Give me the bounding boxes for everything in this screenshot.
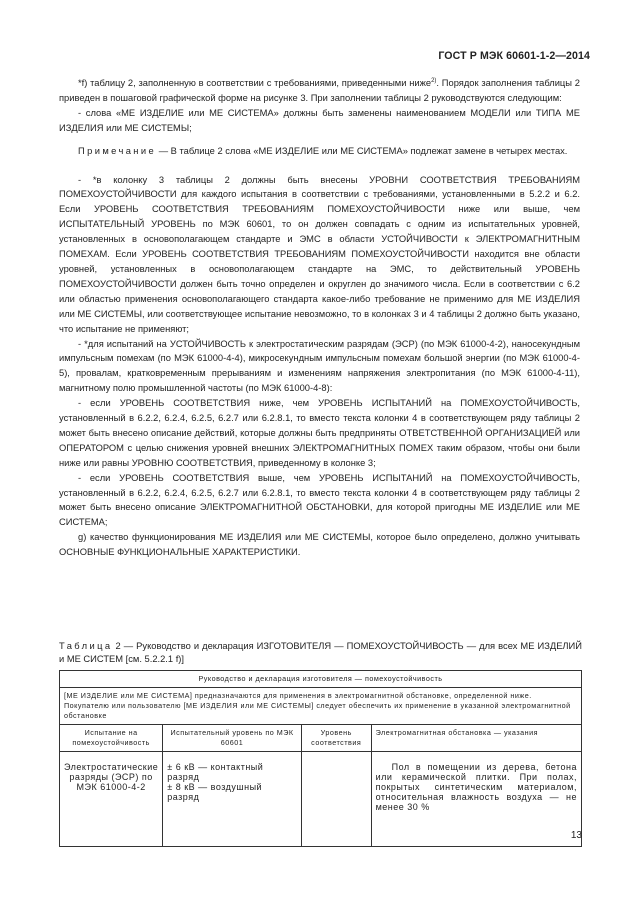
paragraph-lower-level: - если УРОВЕНЬ СООТВЕТСТВИЯ ниже, чем УРОВЕНЬ ИСПЫТАНИЙ на ПОМЕХОУСТОЙЧИВОСТЬ, установленный в 6.2.2, 6.2.4, 6.2.5, 6.2.7 или 6.2.8.1, то вместо текста колонки 4 в соответствующем ряду таблицы 2 может быть внесено описание действий, которые должны быть предприняты ОТВЕТСТВЕННОЙ ОРГАНИЗАЦИЕЙ или ОПЕРАТОРОМ с целью снижения уровней внешних ЭЛЕКТРОМАГНИТНЫХ ПОМЕХ таким образом, чтобы они были ниже или равны УРОВНЮ СООТВЕТСТВИЯ, приведенному в колонке 3; [59,398,580,468]
table-row [60,752,582,847]
table-2 [59,670,582,847]
page-number: 13 [570,830,582,841]
cell-compliance [301,752,371,847]
paragraph-g: g) качество функционирования МЕ ИЗДЕЛИЯ или МЕ СИСТЕМЫ, которое было определено, должно учитывать ОСНОВНЫЕ ФУНКЦИОНАЛЬНЫЕ ХАРАКТЕРИСТИКИ. [59,532,580,558]
table-header-test: Испытание на помехоустойчивость [60,725,163,752]
footnote-ref[interactable]: 2) [431,77,437,84]
paragraph-column3: - *в колонку 3 таблицы 2 должны быть внесены УРОВНИ СООТВЕТСТВИЯ ТРЕБОВАНИЯМ ПОМЕХОУСТОЙЧИВОСТИ для каждого испытания в соответствии с требованиями, установленными в 5.2.2 и 6.2. Если УРОВЕНЬ СООТВЕТСТВИЯ ТРЕБОВАНИЯМ ПОМЕХОУСТОЙЧИВОСТИ ниже или выше, чем ИСПЫТАТЕЛЬНЫЙ УРОВЕНЬ по МЭК 60601, то он должен совпадать с одним из испытательных уровней, установленных в основополагающем стандарте и ЭМС в области УСТОЙЧИВОСТИ к ЭЛЕКТРОМАГНИТНЫМ ПОМЕХАМ. Если УРОВЕНЬ СООТВЕТСТВИЯ ТРЕБОВАНИЯМ ПОМЕХОУСТОЙЧИВОСТИ находится вне области уровней, установленных в основополагающем стандарте на ЭМС, то действительный УРОВЕНЬ ПОМЕХОУСТОЙЧИВОСТИ должен быть точно определен и округлен до значимого числа. Если в соответствии с 6.2 или областью применения основополагающего стандарта какое-либо требование не применимо для МЕ ИЗДЕЛИЯ или МЕ СИСТЕМЫ, или соответствующее испытание невозможно, то в колонках 3 и 4 таблицы 2 должно быть указано, что испытание не применяют; [59,174,580,334]
paragraph-f-text-cont: . Порядок заполнения таблицы 2 приведен в пошаговой графической форме на рисунке 3. При заполнении таблицы 2 руководствуются следующим: [59,78,580,103]
table-caption-label: Таблица [59,641,113,651]
note-label: Примечание [78,145,157,156]
table-caption [59,640,582,666]
cell-level: ± 6 кВ — контактный разряд ± 8 кВ — воздушный разряд [163,752,302,847]
standard-header: ГОСТ Р МЭК 60601-1-2—2014 [438,50,590,62]
table-caption-text: 2 — Руководство и декларация ИЗГОТОВИТЕЛЯ — ПОМЕХОУСТОЙЧИВОСТЬ — для всех МЕ ИЗДЕЛИЙ и МЕ СИСТЕМ [см. 5.2.2.1 f)] [59,641,582,664]
paragraph-higher-level: - если УРОВЕНЬ СООТВЕТСТВИЯ выше, чем УРОВЕНЬ ИСПЫТАНИЙ на ПОМЕХОУСТОЙЧИВОСТЬ, установленный в 6.2.2, 6.2.4, 6.2.5, 6.2.7 или 6.2.8.1, то вместо текста колонки 4 в соответствующем ряду таблицы 2 может быть внесено описание ЭЛЕКТРОМАГНИТНОЙ ОБСТАНОВКИ, для которой пригодны МЕ ИЗДЕЛИЕ или МЕ СИСТЕМА; [59,472,580,528]
paragraph-words-replace: - слова «МЕ ИЗДЕЛИЕ или МЕ СИСТЕМА» должны быть заменены наименованием МОДЕЛИ или ТИПА МЕ ИЗДЕЛИЯ или МЕ СИСТЕМЫ; [59,107,580,133]
note-text: — В таблице 2 слова «МЕ ИЗДЕЛИЕ или МЕ СИСТЕМА» подлежат замене в четырех местах. [156,145,568,156]
cell-test: Электростатические разряды (ЭСР) по МЭК 61000-4-2 [60,752,163,847]
table-header-environment: Электромагнитная обстановка — указания [371,725,581,752]
paragraph-f [59,76,580,106]
cell-environment: Пол в помещении из дерева, бетона или керамической плитки. При полах, покрытых синтетическим материалом, относительная влажность воздуха — не менее 30 % [371,752,581,847]
note [59,144,580,159]
body-text [59,76,580,560]
paragraph-tests: - *для испытаний на УСТОЙЧИВОСТЬ к электростатическим разрядам (ЭСР) (по МЭК 61000-4-2), наносекундным импульсным помехам (по МЭК 61000-4-4), микросекундным импульсным помехам большой энергии (по МЭК 61000-4-5), провалам, кратковременным прерываниям и изменениям напряжения электропитания (по МЭК 61000-4-11), магнитному полю промышленной частоты (по МЭК 61000-4-8): [59,338,580,394]
table-header-compliance: Уровень соответствия [301,725,371,752]
table-header-level: Испытательный уровень по МЭК 60601 [163,725,302,752]
table-intro-row: [МЕ ИЗДЕЛИЕ или МЕ СИСТЕМА] предназначаются для применения в электромагнитной обстановке, определенной ниже. Покупателю или пользователю [МЕ ИЗДЕЛИЯ или МЕ СИСТЕМЫ] следует обеспечить их применение в указанной электромагнитной обстановке [60,688,582,725]
paragraph-f-text: *f) таблицу 2, заполненную в соответствии с требованиями, приведенными ниже [78,78,432,88]
table-title-row: Руководство и декларация изготовителя — помехоустойчивость [60,671,582,688]
